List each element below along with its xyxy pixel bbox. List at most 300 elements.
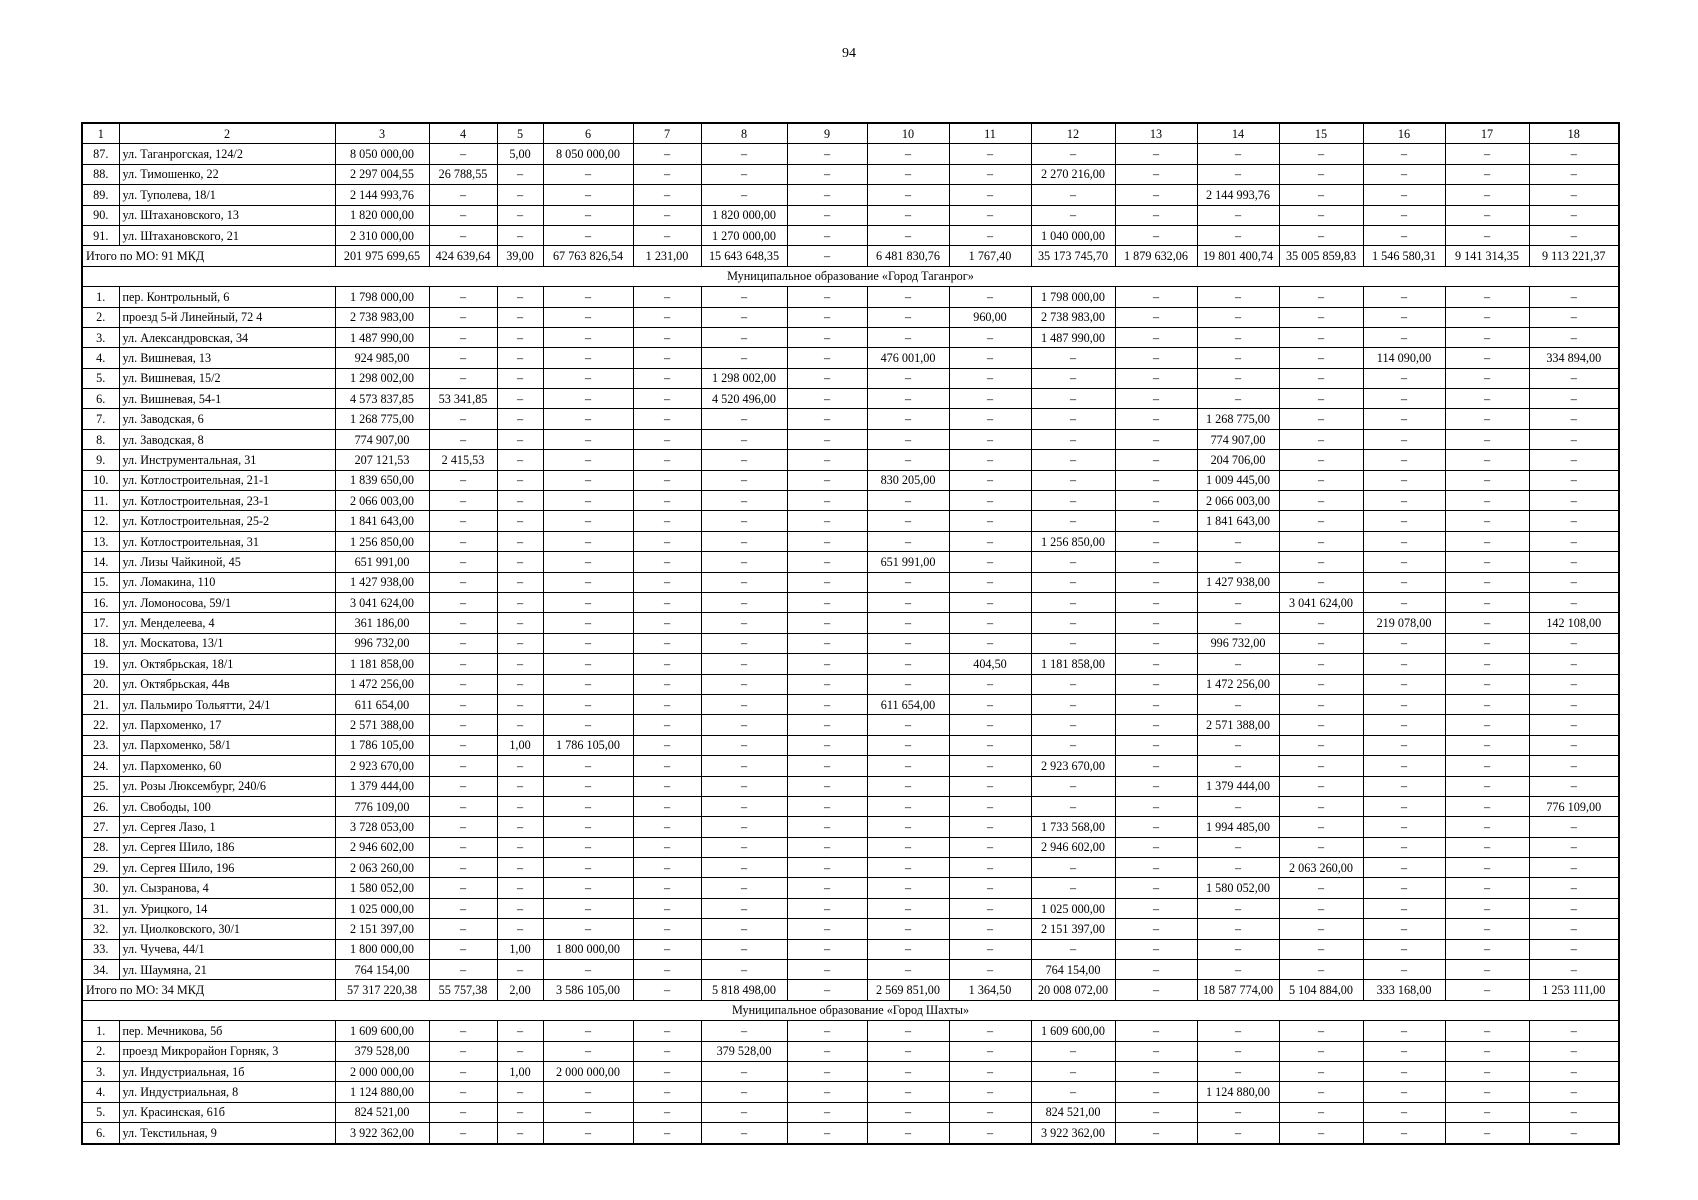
value-cell: – xyxy=(787,837,867,857)
table-row xyxy=(82,389,1619,409)
value-cell: – xyxy=(867,368,949,388)
value-cell: – xyxy=(787,368,867,388)
value-cell: – xyxy=(867,817,949,837)
row-number: 27. xyxy=(82,817,119,837)
value-cell: – xyxy=(497,572,543,592)
value-cell: – xyxy=(543,511,633,531)
value-cell: – xyxy=(701,633,787,653)
row-number: 33. xyxy=(82,939,119,959)
value-cell: – xyxy=(633,348,701,368)
value-cell: – xyxy=(1031,613,1115,633)
address-cell: ул. Котлостроительная, 21-1 xyxy=(119,470,335,490)
value-cell: – xyxy=(633,715,701,735)
value-cell: – xyxy=(867,796,949,816)
value-cell: – xyxy=(1031,389,1115,409)
value-cell: – xyxy=(429,735,497,755)
value-cell: – xyxy=(1445,307,1529,327)
value-cell: – xyxy=(1279,1102,1363,1122)
total-value: 9 141 314,35 xyxy=(1445,246,1529,266)
value-cell: 142 108,00 xyxy=(1529,613,1619,633)
value-cell: – xyxy=(1445,796,1529,816)
value-cell: – xyxy=(1363,368,1445,388)
column-number-16: 16 xyxy=(1363,123,1445,144)
column-number-7: 7 xyxy=(633,123,701,144)
value-cell: 1 009 445,00 xyxy=(1197,470,1279,490)
value-cell: – xyxy=(633,164,701,184)
value-cell: – xyxy=(1363,592,1445,612)
value-cell: – xyxy=(867,450,949,470)
value-cell: – xyxy=(1115,919,1197,939)
value-cell: – xyxy=(543,654,633,674)
repair-cost-table xyxy=(81,122,1620,1145)
total-value: 424 639,64 xyxy=(429,246,497,266)
value-cell: – xyxy=(497,409,543,429)
value-cell: – xyxy=(1279,1021,1363,1041)
value-cell: – xyxy=(1363,491,1445,511)
value-cell: – xyxy=(543,450,633,470)
value-cell: – xyxy=(1279,674,1363,694)
value-cell: – xyxy=(1363,552,1445,572)
value-cell: – xyxy=(497,1082,543,1102)
value-cell: – xyxy=(1115,735,1197,755)
value-cell: – xyxy=(1445,1082,1529,1102)
value-cell: – xyxy=(1529,776,1619,796)
value-cell: 1 487 990,00 xyxy=(1031,327,1115,347)
value-cell: 2 571 388,00 xyxy=(335,715,429,735)
value-cell: – xyxy=(633,1102,701,1122)
address-cell: ул. Вишневая, 13 xyxy=(119,348,335,368)
value-cell: – xyxy=(867,1102,949,1122)
value-cell: 2 063 260,00 xyxy=(335,858,429,878)
value-cell: – xyxy=(497,919,543,939)
value-cell: – xyxy=(1529,960,1619,980)
value-cell: – xyxy=(949,756,1031,776)
total-value: 333 168,00 xyxy=(1363,980,1445,1000)
value-cell: – xyxy=(1445,715,1529,735)
value-cell: – xyxy=(1363,1041,1445,1061)
value-cell: – xyxy=(633,287,701,307)
value-cell: – xyxy=(633,368,701,388)
value-cell: – xyxy=(949,348,1031,368)
value-cell: 960,00 xyxy=(949,307,1031,327)
value-cell: – xyxy=(787,1041,867,1061)
value-cell: – xyxy=(497,960,543,980)
value-cell: – xyxy=(1363,572,1445,592)
total-value: – xyxy=(633,980,701,1000)
value-cell: – xyxy=(1445,409,1529,429)
row-number: 10. xyxy=(82,470,119,490)
table-row xyxy=(82,327,1619,347)
value-cell: – xyxy=(1529,429,1619,449)
address-cell: ул. Лизы Чайкиной, 45 xyxy=(119,552,335,572)
value-cell: – xyxy=(543,756,633,776)
value-cell: 764 154,00 xyxy=(335,960,429,980)
value-cell: – xyxy=(787,1082,867,1102)
row-number: 3. xyxy=(82,1061,119,1081)
value-cell: – xyxy=(787,715,867,735)
value-cell: – xyxy=(1445,348,1529,368)
value-cell: – xyxy=(1031,572,1115,592)
table-row xyxy=(82,287,1619,307)
value-cell: – xyxy=(1363,919,1445,939)
value-cell: – xyxy=(787,633,867,653)
row-number: 34. xyxy=(82,960,119,980)
value-cell: – xyxy=(497,450,543,470)
value-cell: 1 268 775,00 xyxy=(335,409,429,429)
value-cell: – xyxy=(429,796,497,816)
column-number-17: 17 xyxy=(1445,123,1529,144)
value-cell: – xyxy=(701,1061,787,1081)
address-cell: ул. Штахановского, 21 xyxy=(119,225,335,245)
value-cell: 1 025 000,00 xyxy=(335,898,429,918)
value-cell: – xyxy=(867,858,949,878)
value-cell: – xyxy=(1445,817,1529,837)
value-cell: – xyxy=(429,409,497,429)
value-cell: – xyxy=(1529,552,1619,572)
value-cell: – xyxy=(1115,592,1197,612)
address-cell: ул. Штахановского, 13 xyxy=(119,205,335,225)
value-cell: – xyxy=(1031,348,1115,368)
value-cell: – xyxy=(1363,185,1445,205)
value-cell: – xyxy=(1529,654,1619,674)
value-cell: 1 124 880,00 xyxy=(335,1082,429,1102)
value-cell: – xyxy=(429,491,497,511)
value-cell: – xyxy=(787,1061,867,1081)
value-cell: – xyxy=(701,450,787,470)
total-value: 15 643 648,35 xyxy=(701,246,787,266)
value-cell: – xyxy=(1529,1041,1619,1061)
value-cell: – xyxy=(787,429,867,449)
value-cell: – xyxy=(949,613,1031,633)
value-cell: – xyxy=(1115,1123,1197,1144)
table-row xyxy=(82,572,1619,592)
value-cell: – xyxy=(1445,1061,1529,1081)
value-cell: – xyxy=(949,694,1031,714)
value-cell: 1 800 000,00 xyxy=(543,939,633,959)
value-cell: – xyxy=(1445,1021,1529,1041)
total-value: – xyxy=(787,980,867,1000)
value-cell: – xyxy=(497,164,543,184)
value-cell: 1 820 000,00 xyxy=(335,205,429,225)
value-cell: 379 528,00 xyxy=(335,1041,429,1061)
value-cell: – xyxy=(1363,531,1445,551)
value-cell: – xyxy=(701,470,787,490)
value-cell: – xyxy=(1279,1123,1363,1144)
value-cell: – xyxy=(1529,939,1619,959)
value-cell: – xyxy=(949,144,1031,164)
value-cell: – xyxy=(1031,144,1115,164)
value-cell: – xyxy=(1115,225,1197,245)
value-cell: – xyxy=(633,613,701,633)
value-cell: 1 841 643,00 xyxy=(1197,511,1279,531)
value-cell: 2 066 003,00 xyxy=(335,491,429,511)
row-number: 16. xyxy=(82,592,119,612)
value-cell: – xyxy=(701,327,787,347)
value-cell: – xyxy=(633,572,701,592)
table-row xyxy=(82,450,1619,470)
value-cell: – xyxy=(1279,307,1363,327)
value-cell: – xyxy=(1529,389,1619,409)
value-cell: – xyxy=(1445,225,1529,245)
value-cell: – xyxy=(949,674,1031,694)
value-cell: – xyxy=(633,776,701,796)
value-cell: – xyxy=(1115,756,1197,776)
value-cell: – xyxy=(497,429,543,449)
value-cell: 3 728 053,00 xyxy=(335,817,429,837)
address-cell: ул. Сергея Шило, 196 xyxy=(119,858,335,878)
address-cell: ул. Сергея Шило, 186 xyxy=(119,837,335,857)
value-cell: – xyxy=(1031,735,1115,755)
value-cell: – xyxy=(701,511,787,531)
value-cell: – xyxy=(701,796,787,816)
value-cell: – xyxy=(701,939,787,959)
total-value: 201 975 699,65 xyxy=(335,246,429,266)
value-cell: – xyxy=(1279,715,1363,735)
value-cell: – xyxy=(949,429,1031,449)
value-cell: 1 994 485,00 xyxy=(1197,817,1279,837)
value-cell: – xyxy=(1197,837,1279,857)
value-cell: – xyxy=(633,796,701,816)
value-cell: 1 609 600,00 xyxy=(1031,1021,1115,1041)
value-cell: 776 109,00 xyxy=(1529,796,1619,816)
value-cell: – xyxy=(633,470,701,490)
value-cell: – xyxy=(1445,552,1529,572)
value-cell: – xyxy=(497,368,543,388)
value-cell: – xyxy=(1363,633,1445,653)
value-cell: – xyxy=(787,205,867,225)
value-cell: – xyxy=(1445,1041,1529,1061)
column-number-10: 10 xyxy=(867,123,949,144)
address-cell: ул. Заводская, 6 xyxy=(119,409,335,429)
row-number: 89. xyxy=(82,185,119,205)
value-cell: – xyxy=(429,674,497,694)
value-cell: – xyxy=(1529,287,1619,307)
value-cell: – xyxy=(497,674,543,694)
total-value: 18 587 774,00 xyxy=(1197,980,1279,1000)
value-cell: – xyxy=(1031,409,1115,429)
value-cell: – xyxy=(701,837,787,857)
value-cell: – xyxy=(1115,164,1197,184)
value-cell: – xyxy=(1529,327,1619,347)
value-cell: 1 268 775,00 xyxy=(1197,409,1279,429)
value-cell: – xyxy=(949,205,1031,225)
row-number: 4. xyxy=(82,348,119,368)
value-cell: – xyxy=(867,287,949,307)
value-cell: – xyxy=(1115,409,1197,429)
value-cell: – xyxy=(1445,287,1529,307)
section-header-row xyxy=(82,266,1619,286)
value-cell: – xyxy=(497,715,543,735)
value-cell: – xyxy=(543,368,633,388)
value-cell: 1 472 256,00 xyxy=(1197,674,1279,694)
value-cell: – xyxy=(1529,674,1619,694)
value-cell: – xyxy=(429,531,497,551)
value-cell: – xyxy=(429,919,497,939)
total-value: – xyxy=(1115,980,1197,1000)
address-cell: пер. Мечникова, 5б xyxy=(119,1021,335,1041)
value-cell: – xyxy=(1529,144,1619,164)
value-cell: – xyxy=(949,858,1031,878)
value-cell: – xyxy=(429,1123,497,1144)
page-number: 94 xyxy=(842,46,856,61)
table-row xyxy=(82,1123,1619,1144)
value-cell: – xyxy=(867,491,949,511)
value-cell: – xyxy=(497,592,543,612)
value-cell: – xyxy=(543,633,633,653)
row-number: 9. xyxy=(82,450,119,470)
value-cell: 8 050 000,00 xyxy=(543,144,633,164)
value-cell: – xyxy=(1529,919,1619,939)
value-cell: – xyxy=(1363,694,1445,714)
value-cell: – xyxy=(867,572,949,592)
value-cell: – xyxy=(701,429,787,449)
value-cell: – xyxy=(429,1082,497,1102)
value-cell: – xyxy=(543,960,633,980)
value-cell: – xyxy=(497,1123,543,1144)
value-cell: – xyxy=(1197,1021,1279,1041)
value-cell: – xyxy=(949,715,1031,735)
section-title: Муниципальное образование «Город Шахты» xyxy=(82,1000,1619,1020)
value-cell: – xyxy=(1197,205,1279,225)
value-cell: 2 923 670,00 xyxy=(1031,756,1115,776)
value-cell: – xyxy=(949,1041,1031,1061)
column-number-row xyxy=(82,123,1619,144)
value-cell: – xyxy=(949,817,1031,837)
table-row xyxy=(82,225,1619,245)
value-cell: 1 427 938,00 xyxy=(1197,572,1279,592)
row-number: 8. xyxy=(82,429,119,449)
value-cell: – xyxy=(429,756,497,776)
value-cell: – xyxy=(701,735,787,755)
value-cell: – xyxy=(949,450,1031,470)
address-cell: ул. Пархоменко, 17 xyxy=(119,715,335,735)
value-cell: – xyxy=(633,898,701,918)
value-cell: – xyxy=(1031,858,1115,878)
value-cell: – xyxy=(497,307,543,327)
value-cell: – xyxy=(949,1021,1031,1041)
value-cell: – xyxy=(1445,858,1529,878)
total-value: 1 364,50 xyxy=(949,980,1031,1000)
table-row xyxy=(82,491,1619,511)
value-cell: – xyxy=(1031,633,1115,653)
value-cell: – xyxy=(1445,1102,1529,1122)
value-cell: – xyxy=(867,327,949,347)
value-cell: – xyxy=(867,837,949,857)
value-cell: 8 050 000,00 xyxy=(335,144,429,164)
value-cell: 204 706,00 xyxy=(1197,450,1279,470)
table-row xyxy=(82,960,1619,980)
value-cell: – xyxy=(1445,756,1529,776)
address-cell: ул. Инструментальная, 31 xyxy=(119,450,335,470)
value-cell: – xyxy=(543,715,633,735)
value-cell: – xyxy=(787,531,867,551)
row-number: 29. xyxy=(82,858,119,878)
value-cell: – xyxy=(633,429,701,449)
value-cell: – xyxy=(1197,735,1279,755)
value-cell: – xyxy=(429,837,497,857)
value-cell: – xyxy=(787,776,867,796)
table-row xyxy=(82,511,1619,531)
value-cell: – xyxy=(633,633,701,653)
value-cell: – xyxy=(1363,817,1445,837)
value-cell: 1 839 650,00 xyxy=(335,470,429,490)
value-cell: – xyxy=(1529,817,1619,837)
value-cell: – xyxy=(1279,225,1363,245)
value-cell: – xyxy=(1445,592,1529,612)
value-cell: – xyxy=(1279,1041,1363,1061)
value-cell: – xyxy=(1279,429,1363,449)
value-cell: – xyxy=(701,1082,787,1102)
value-cell: – xyxy=(497,511,543,531)
value-cell: – xyxy=(701,694,787,714)
row-number: 14. xyxy=(82,552,119,572)
value-cell: – xyxy=(867,531,949,551)
value-cell: – xyxy=(543,837,633,857)
value-cell: – xyxy=(1445,694,1529,714)
value-cell: – xyxy=(1031,491,1115,511)
total-value: 2 569 851,00 xyxy=(867,980,949,1000)
value-cell: – xyxy=(633,960,701,980)
value-cell: 5,00 xyxy=(497,144,543,164)
value-cell: – xyxy=(701,287,787,307)
value-cell: – xyxy=(701,164,787,184)
value-cell: – xyxy=(1279,450,1363,470)
value-cell: 1 580 052,00 xyxy=(1197,878,1279,898)
value-cell: – xyxy=(1197,919,1279,939)
value-cell: 2 571 388,00 xyxy=(1197,715,1279,735)
value-cell: – xyxy=(497,348,543,368)
value-cell: – xyxy=(633,307,701,327)
address-cell: ул. Менделеева, 4 xyxy=(119,613,335,633)
address-cell: ул. Котлостроительная, 23-1 xyxy=(119,491,335,511)
value-cell: 1 256 850,00 xyxy=(335,531,429,551)
value-cell: – xyxy=(1445,572,1529,592)
value-cell: 2 923 670,00 xyxy=(335,756,429,776)
value-cell: – xyxy=(1363,307,1445,327)
table-row xyxy=(82,185,1619,205)
value-cell: – xyxy=(787,919,867,939)
value-cell: – xyxy=(1279,531,1363,551)
value-cell: – xyxy=(1197,858,1279,878)
value-cell: – xyxy=(867,776,949,796)
value-cell: – xyxy=(1363,144,1445,164)
value-cell: – xyxy=(701,898,787,918)
value-cell: – xyxy=(949,735,1031,755)
value-cell: 1 820 000,00 xyxy=(701,205,787,225)
value-cell: – xyxy=(1031,776,1115,796)
value-cell: – xyxy=(1197,592,1279,612)
address-cell: ул. Котлостроительная, 31 xyxy=(119,531,335,551)
column-number-3: 3 xyxy=(335,123,429,144)
column-number-9: 9 xyxy=(787,123,867,144)
value-cell: – xyxy=(787,348,867,368)
value-cell: – xyxy=(949,327,1031,347)
value-cell: – xyxy=(787,1021,867,1041)
value-cell: 1 786 105,00 xyxy=(543,735,633,755)
value-cell: – xyxy=(867,898,949,918)
value-cell: 207 121,53 xyxy=(335,450,429,470)
value-cell: – xyxy=(787,735,867,755)
value-cell: – xyxy=(701,613,787,633)
value-cell: 2 297 004,55 xyxy=(335,164,429,184)
total-value: 20 008 072,00 xyxy=(1031,980,1115,1000)
row-number: 15. xyxy=(82,572,119,592)
address-cell: ул. Заводская, 8 xyxy=(119,429,335,449)
value-cell: – xyxy=(1529,633,1619,653)
value-cell: – xyxy=(1445,878,1529,898)
value-cell: 1 379 444,00 xyxy=(1197,776,1279,796)
value-cell: – xyxy=(701,491,787,511)
